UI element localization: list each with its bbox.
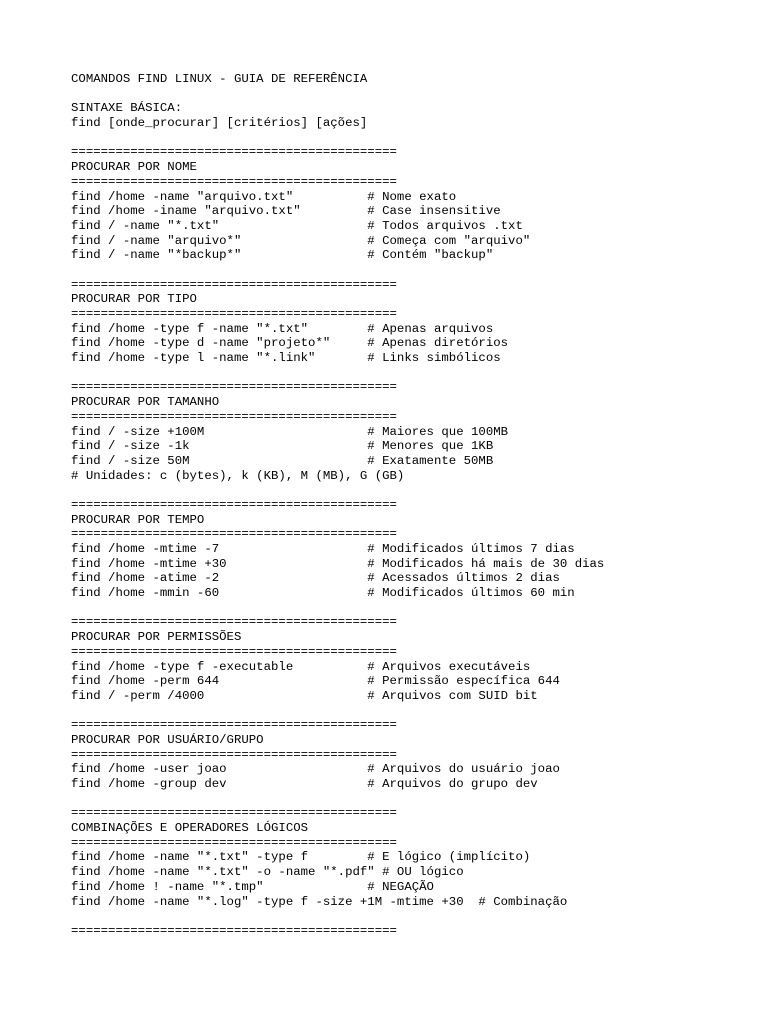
separator-line: ============================================ xyxy=(71,497,397,512)
separator-line: ============================================ xyxy=(71,380,397,395)
command-line: find /home -type f -executable # Arquivos executáveis xyxy=(71,659,531,674)
section-heading: PROCURAR POR TEMPO xyxy=(71,512,205,527)
command-line: find /home -group dev # Arquivos do grupo dev xyxy=(71,777,538,791)
separator-line: ============================================ xyxy=(71,806,397,821)
blank-line xyxy=(71,131,761,146)
blank-line xyxy=(71,792,761,807)
separator-line: ============================================ xyxy=(71,923,397,938)
separator-line: ============================================ xyxy=(71,718,397,733)
command-line: find /home -name "*.txt" -type f # E lógico (implícito) xyxy=(71,850,531,865)
command-line: find / -perm /4000 # Arquivos com SUID bit xyxy=(71,688,538,703)
blank-line xyxy=(71,704,761,719)
command-line: find / -size -1k # Menores que 1KB xyxy=(71,439,494,454)
command-line: find / -name "*.txt" # Todos arquivos .txt xyxy=(71,218,523,233)
section-heading: PROCURAR POR USUÁRIO/GRUPO xyxy=(71,732,264,747)
command-line: find / -size +100M # Maiores que 100MB xyxy=(71,424,509,439)
command-line: find / -size 50M # Exatamente 50MB xyxy=(71,453,494,468)
command-line: find / -name "arquivo*" # Começa com "arquivo" xyxy=(71,233,531,248)
comment-line: # Unidades: c (bytes), k (KB), M (MB), G (GB) xyxy=(71,468,405,483)
command-line: find /home ! -name "*.tmp" # NEGAÇÃO xyxy=(71,879,434,894)
command-line: find /home -perm 644 # Permissão específica 644 xyxy=(71,674,560,689)
command-line: find / -name "*backup*" # Contém "backup" xyxy=(71,248,494,263)
separator-line: ============================================ xyxy=(71,835,397,850)
separator-line: ============================================ xyxy=(71,307,397,321)
section-heading: PROCURAR POR TAMANHO xyxy=(71,395,220,410)
separator-line: ============================================ xyxy=(71,409,397,424)
command-line: find /home -type f -name "*.txt" # Apenas arquivos xyxy=(71,321,494,336)
command-line: find /home -mtime -7 # Modificados últimos 7 dias xyxy=(71,542,575,556)
section-heading: PROCURAR POR PERMISSÕES xyxy=(71,630,242,645)
section-heading: SINTAXE BÁSICA: xyxy=(71,101,183,116)
section-heading: PROCURAR POR NOME xyxy=(71,160,197,175)
blank-line xyxy=(71,366,761,381)
command-line: find /home -atime -2 # Acessados últimos 2 dias xyxy=(71,571,560,586)
command-line: find /home -type d -name "projeto*" # Apenas diretórios xyxy=(71,336,509,351)
command-line: find /home -mtime +30 # Modificados há mais de 30 dias xyxy=(71,556,605,571)
blank-line xyxy=(71,483,761,498)
blank-line xyxy=(71,909,761,924)
separator-line: ============================================ xyxy=(71,174,397,189)
separator-line: ============================================ xyxy=(71,145,397,160)
blank-line xyxy=(71,601,761,616)
document-page xyxy=(71,72,761,939)
command-line: find /home -name "arquivo.txt" # Nome exato xyxy=(71,189,457,204)
blank-line xyxy=(71,87,761,102)
separator-line: ============================================ xyxy=(71,527,397,542)
section-heading: COMBINAÇÕES E OPERADORES LÓGICOS xyxy=(71,821,309,836)
section-heading: PROCURAR POR TIPO xyxy=(71,292,197,307)
command-line: find [onde_procurar] [critérios] [ações] xyxy=(71,116,368,131)
command-line: find /home -mmin -60 # Modificados últimos 60 min xyxy=(71,586,575,601)
command-line: find /home -type l -name "*.link" # Links simbólicos xyxy=(71,351,501,366)
separator-line: ============================================ xyxy=(71,615,397,630)
command-line: find /home -user joao # Arquivos do usuário joao xyxy=(71,762,560,777)
blank-line xyxy=(71,263,761,278)
command-line: find /home -name "*.txt" -o -name "*.pdf" # OU lógico xyxy=(71,865,464,880)
separator-line: ============================================ xyxy=(71,644,397,659)
document-title: COMANDOS FIND LINUX - GUIA DE REFERÊNCIA xyxy=(71,72,368,86)
separator-line: ============================================ xyxy=(71,277,397,292)
command-line: find /home -iname "arquivo.txt" # Case insensitive xyxy=(71,204,501,219)
command-line: find /home -name "*.log" -type f -size +1M -mtime +30 # Combinação xyxy=(71,894,568,909)
separator-line: ============================================ xyxy=(71,747,397,762)
